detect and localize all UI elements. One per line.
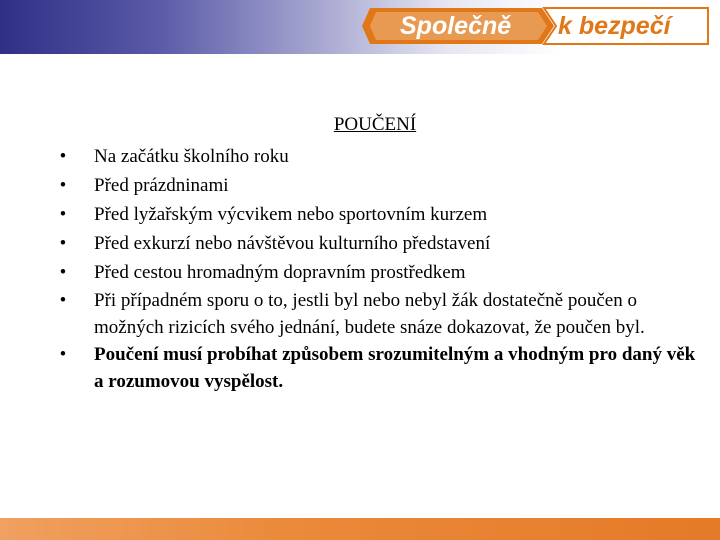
logo-text-right: k bezpečí xyxy=(558,12,671,40)
bullet-icon: • xyxy=(59,204,67,225)
list-item xyxy=(56,142,696,171)
list-item-text: Před exkurzí nebo návštěvou kulturního představení xyxy=(94,233,491,254)
list-item-text: Před cestou hromadným dopravním prostředkem xyxy=(94,262,466,283)
list-item xyxy=(56,287,696,341)
list-item-text: Na začátku školního roku xyxy=(94,146,289,167)
logo-text-left: Společně xyxy=(400,12,512,40)
bullet-list xyxy=(56,142,696,395)
list-item xyxy=(56,200,696,229)
page-title: POUČENÍ xyxy=(333,114,417,135)
list-item xyxy=(56,171,696,200)
list-item-text: Před lyžařským výcvikem nebo sportovním kurzem xyxy=(94,204,488,225)
bullet-icon: • xyxy=(59,233,67,254)
list-item-text: Při případném sporu o to, jestli byl nebo nebyl žák dostatečně poučen o možných rizicích svého jednání, budete snáze dokazovat, že poučen byl. xyxy=(94,290,645,338)
list-item xyxy=(56,258,696,287)
bullet-icon: • xyxy=(59,262,67,283)
list-item-text: Poučení musí probíhat způsobem srozumitelným a vhodným pro daný věk a rozumovou vyspělost. xyxy=(94,344,696,392)
logo xyxy=(362,6,714,46)
bullet-icon: • xyxy=(59,344,67,365)
bullet-icon: • xyxy=(59,175,67,196)
bullet-icon: • xyxy=(59,290,67,311)
footer-band xyxy=(0,518,720,540)
bullet-icon: • xyxy=(59,146,67,167)
list-item-emphasis xyxy=(56,341,696,395)
list-item-text: Před prázdninami xyxy=(94,175,229,196)
list-item xyxy=(56,229,696,258)
